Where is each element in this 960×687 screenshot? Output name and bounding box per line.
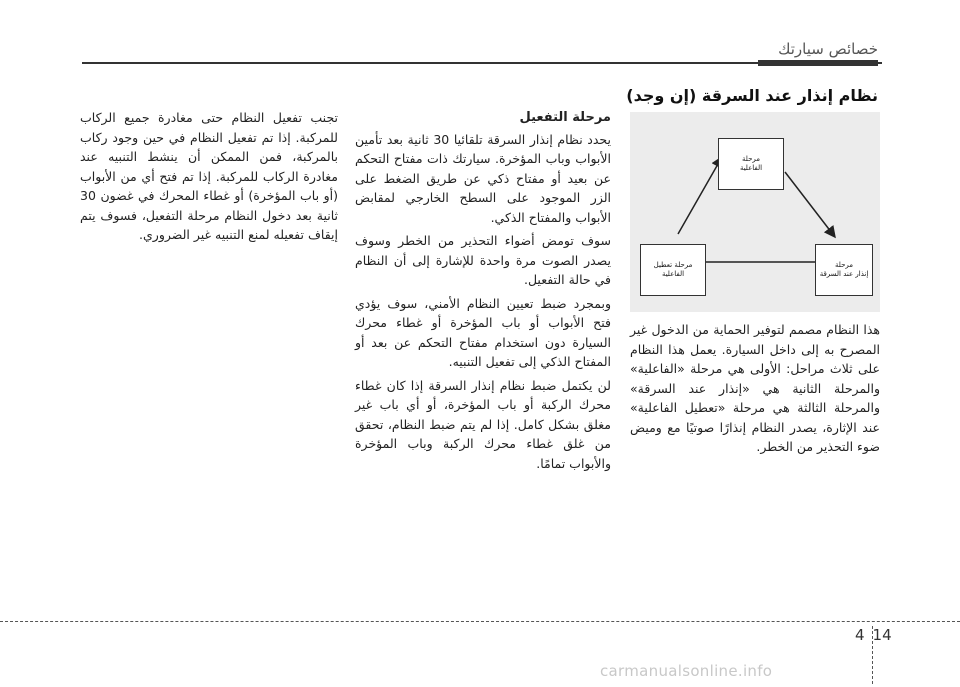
chapter-title: خصائص سيارتك	[778, 40, 878, 58]
page-number-separator	[872, 626, 873, 684]
stage-disarmed-box	[640, 244, 706, 296]
stage-alarm-label: مرحلة	[835, 261, 854, 269]
stage-armed-label: مرحلة	[742, 155, 761, 163]
section-title: نظام إنذار عند السرقة (إن وجد)	[626, 86, 878, 105]
armed-paragraph-3: وبمجرد ضبط تعيين النظام الأمني، سوف يؤدي فتح الأبواب أو باب المؤخرة أو غطاء محرك السيارة دون استخدام مفتاح التحكم عن بعد أو المفتاح الذكي إلى تفعيل التنبيه.	[355, 295, 611, 369]
stage-disarmed-sublabel: الفاعلية	[661, 270, 685, 278]
caution-paragraph: تجنب تفعيل النظام حتى مغادرة جميع الركاب للمركبة. إذا تم تفعيل النظام في حين وجود ركاب بالمركبة، فمن الممكن أن ينشط التنبيه عند مغادرة الركاب للمركبة. إذا تم فتح أي من الأبواب (أو باب المؤخرة) أو غطاء المحرك في غضون 30 ثانية بعد دخول النظام مرحلة التفعيل، فسوف يتم إيقاف تفعيله لمنع التنبيه غير الضروري.	[80, 110, 338, 242]
footer-rule	[0, 621, 960, 622]
watermark: carmanualsonline.info	[600, 662, 773, 680]
armed-stage-column	[355, 108, 611, 477]
arrow-top-to-right	[785, 172, 835, 237]
armed-paragraph-2: سوف تومض أضواء التحذير من الخطر وسوف يصدر الصوت مرة واحدة للإشارة إلى أن النظام في حالة التفعيل.	[355, 233, 611, 287]
stage-disarmed-label: مرحلة تعطيل	[653, 261, 693, 269]
armed-stage-heading: مرحلة التفعيل	[519, 110, 611, 125]
stage-armed-box	[718, 138, 784, 190]
arrow-left-to-top	[678, 157, 722, 234]
stage-alarm-sublabel: إنذار عند السرقة	[819, 270, 869, 278]
armed-paragraph-1: يحدد نظام إنذار السرقة تلقائيا 30 ثانية بعد تأمين الأبواب وباب المؤخرة. سيارتك ذات مفتاح التحكم عن بعيد أو مفتاح ذكي عن طريق الضغط على الزر الموجود على السطح الخارجي لمقابض الأبواب والمفتاح الذكي.	[355, 131, 611, 225]
chapter-number: 4	[855, 626, 865, 644]
page-number-value: 14	[872, 626, 892, 644]
intro-column	[630, 320, 880, 461]
alarm-stage-diagram	[630, 112, 880, 312]
stage-alarm-box	[815, 244, 873, 296]
armed-paragraph-4: لن يكتمل ضبط نظام إنذار السرقة إذا كان غطاء محرك الركبة أو باب المؤخرة، أو أي باب غير مغلق بشكل كامل. إذا لم يتم ضبط النظام، تحقق من غلق غطاء محرك الركبة وباب المؤخرة والأبواب تمامًا.	[355, 377, 611, 471]
intro-paragraph: هذا النظام مصمم لتوفير الحماية من الدخول غير المصرح به إلى داخل السيارة. يعمل هذا النظام على ثلاث مراحل: الأولى هي مرحلة «الفاعلية» والمرحلة الثانية هي «إنذار عند السرقة» والمرحلة الثالثة هي مرحلة «تعطيل الفاعلية» عند الإثارة، يصدر النظام إنذارًا صوتيًا مع وميض ضوء التحذير من الخطر.	[630, 322, 880, 454]
caution-column	[80, 108, 338, 249]
header-rule	[82, 62, 882, 64]
stage-armed-sublabel: الفاعلية	[739, 164, 763, 172]
page-number	[855, 626, 892, 644]
